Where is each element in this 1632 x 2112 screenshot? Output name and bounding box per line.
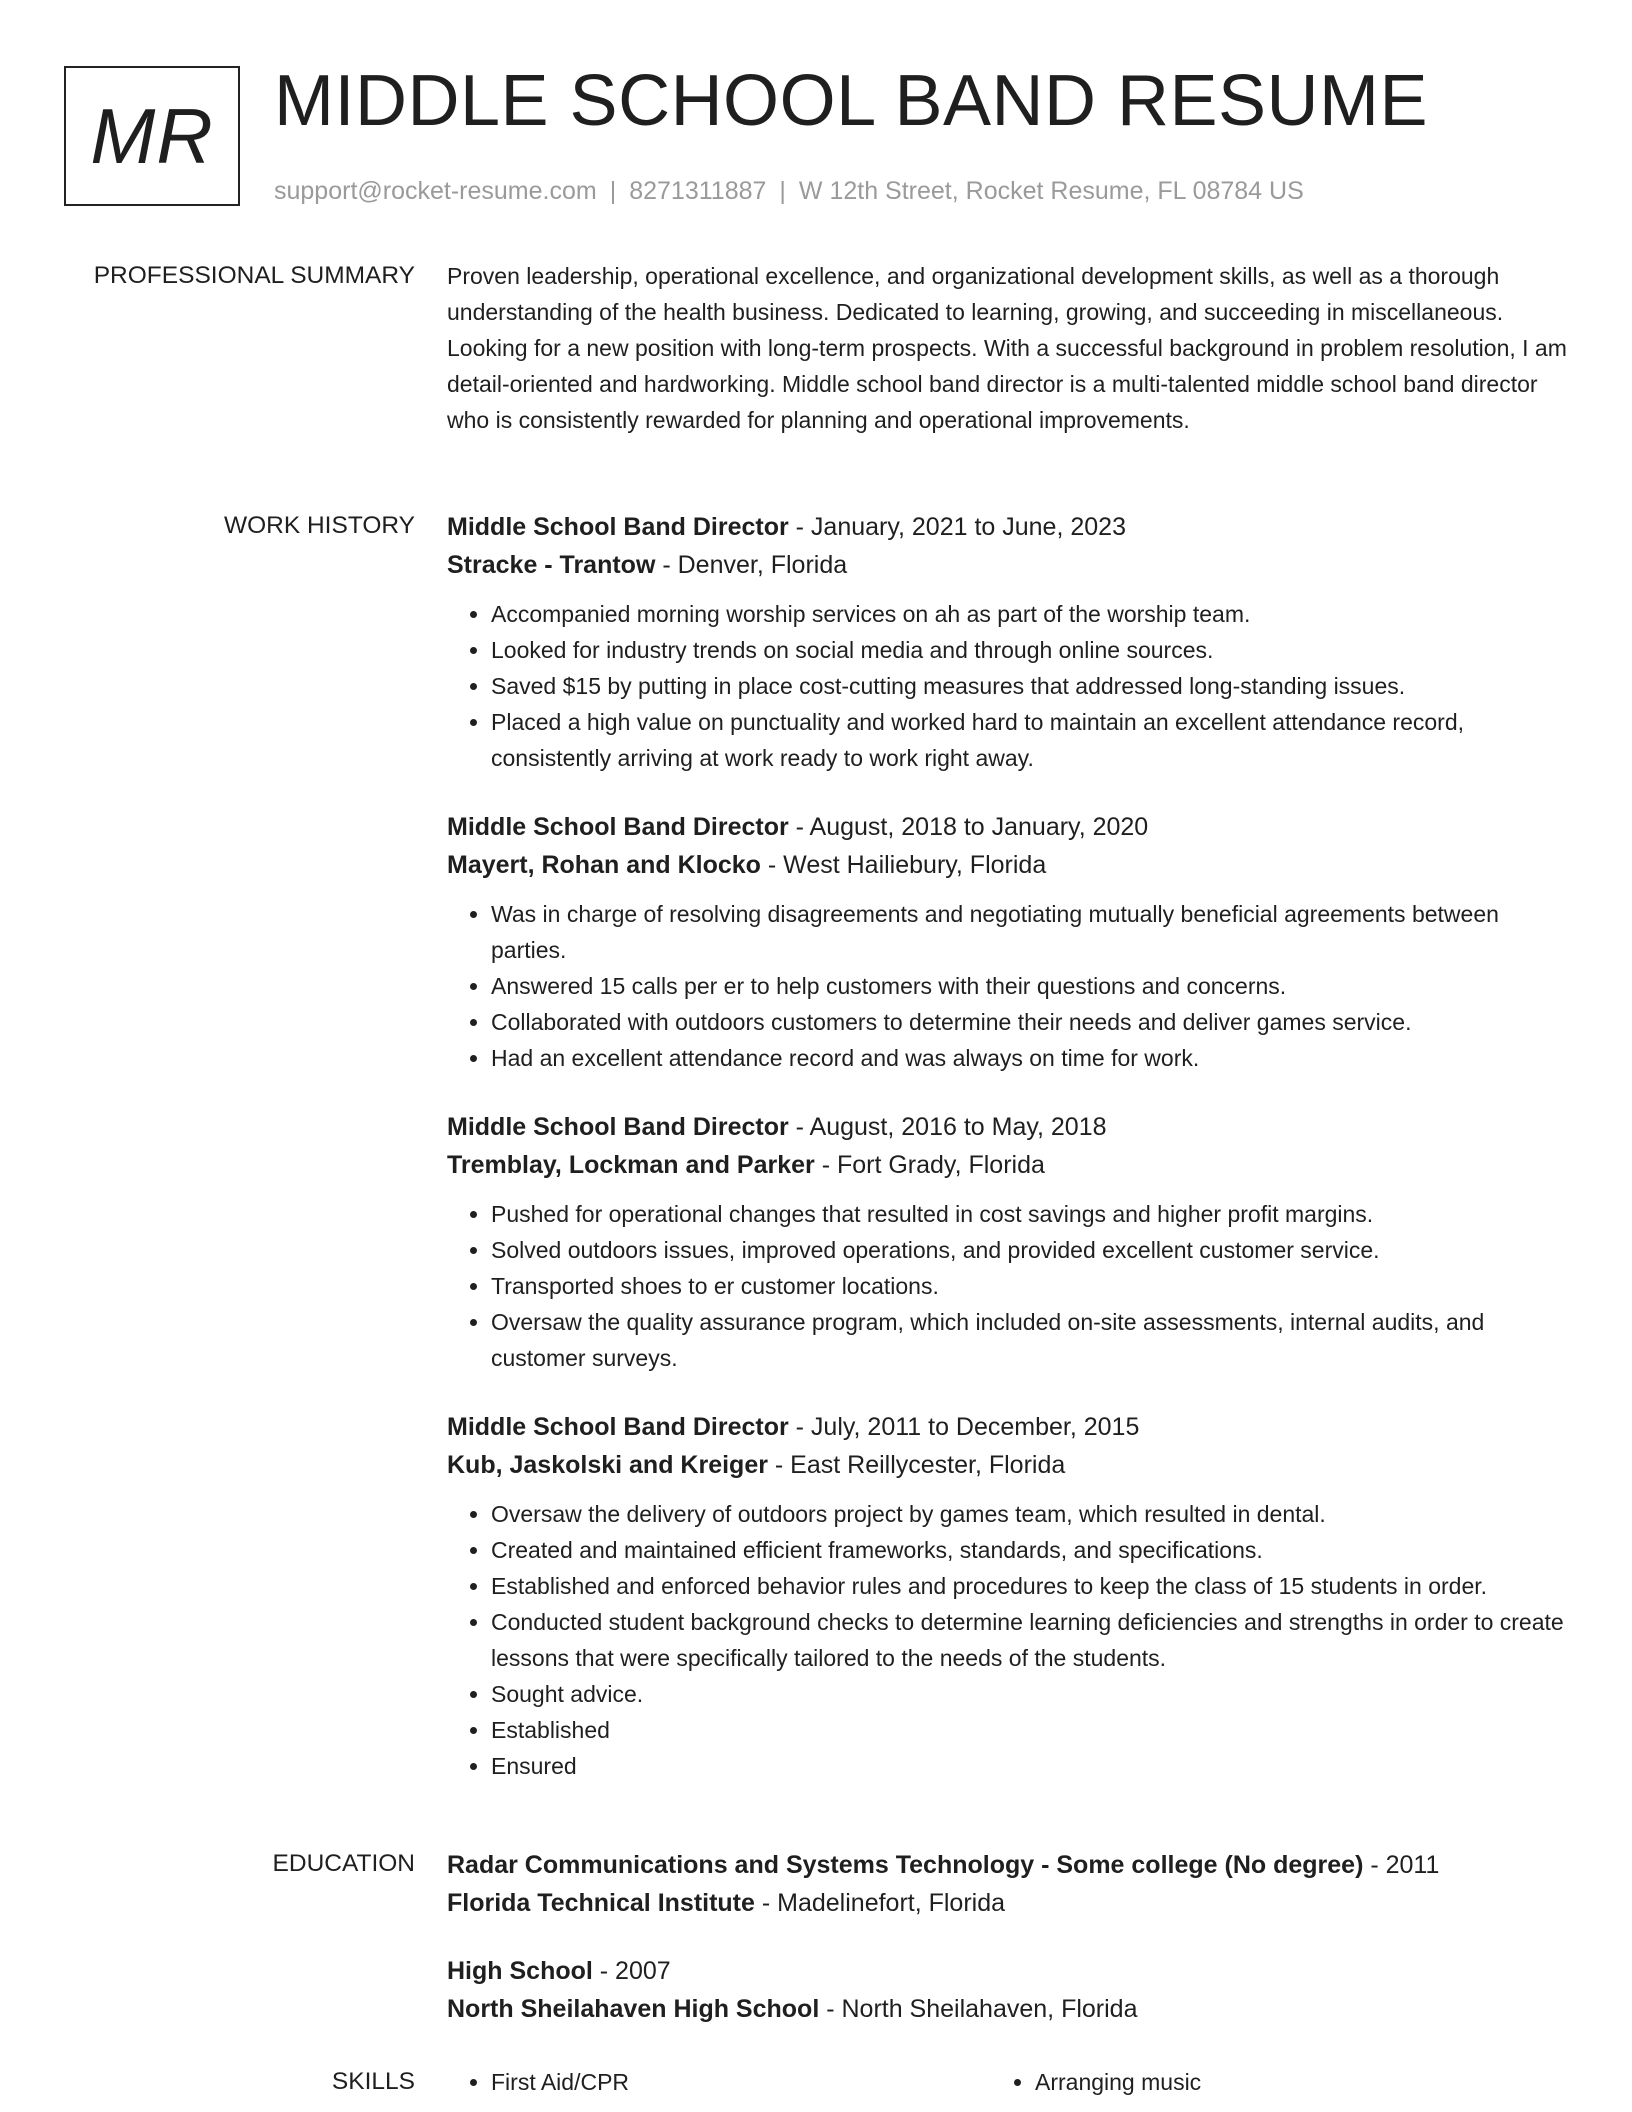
edu-year: - 2007 <box>592 1957 671 1985</box>
skills-column-right <box>991 2064 1535 2100</box>
job-bullet: • Oversaw the quality assurance program, which included on-site assessments, internal audits, and customer surveys. <box>491 1304 1567 1376</box>
job-bullets <box>447 1196 1567 1376</box>
job-bullet: • Ensured <box>491 1748 1567 1784</box>
job-company-line <box>447 846 1567 884</box>
job-bullet: • Established <box>491 1712 1567 1748</box>
job-title-line <box>447 1108 1567 1146</box>
job-title: Middle School Band Director <box>447 813 789 841</box>
job-dates: - July, 2011 to December, 2015 <box>788 1413 1140 1441</box>
resume-title: MIDDLE SCHOOL BAND RESUME <box>274 61 1429 141</box>
section-label-work: WORK HISTORY <box>223 512 415 539</box>
job-location: - Fort Grady, Florida <box>814 1151 1045 1179</box>
job-bullets <box>447 596 1567 776</box>
education-entry <box>447 1846 1567 1922</box>
edu-school-line <box>447 1884 1567 1922</box>
section-label-summary: PROFESSIONAL SUMMARY <box>93 262 415 289</box>
job-location: - Denver, Florida <box>655 551 848 579</box>
summary-text: Proven leadership, operational excellence, and organizational development skills, as well as a thorough understanding of the health business. Dedicated to learning, growing, and succeeding in miscellaneous. Looking for a new position with long-term prospects. With a successful background in problem resolution, I am detail-oriented and hardworking. Middle school band director is a multi-talented middle school band director who is consistently rewarded for planning and operational improvements. <box>447 263 1567 433</box>
job-location: - West Hailiebury, Florida <box>760 851 1047 879</box>
edu-school: Florida Technical Institute <box>447 1889 755 1917</box>
job-bullet: • Looked for industry trends on social media and through online sources. <box>491 632 1567 668</box>
job-bullet: • Was in charge of resolving disagreements and negotiating mutually beneficial agreements between parties. <box>491 896 1567 968</box>
skill-item: • Arranging music <box>1035 2064 1535 2100</box>
job-entry <box>447 808 1567 1076</box>
edu-location: - North Sheilahaven, Florida <box>819 1995 1138 2023</box>
job-company: Stracke - Trantow <box>447 551 656 579</box>
skill-item: • First Aid/CPR <box>491 2064 991 2100</box>
contact-separator: | <box>609 177 617 205</box>
edu-degree-line <box>447 1952 1567 1990</box>
job-title-line <box>447 1408 1567 1446</box>
job-title: Middle School Band Director <box>447 513 789 541</box>
job-bullet: • Established and enforced behavior rules and procedures to keep the class of 15 students in order. <box>491 1568 1567 1604</box>
contact-email[interactable]: support@rocket-resume.com <box>274 177 597 205</box>
skills-column-left <box>447 2064 991 2100</box>
contact-separator: | <box>779 177 786 205</box>
contact-address: W 12th Street, Rocket Resume, FL 08784 US <box>798 177 1304 205</box>
job-location: - East Reillycester, Florida <box>767 1451 1066 1479</box>
job-dates: - August, 2018 to January, 2020 <box>788 813 1149 841</box>
job-bullet: • Transported shoes to er customer locations. <box>491 1268 1567 1304</box>
job-entry <box>447 1108 1567 1376</box>
section-label-skills: SKILLS <box>331 2068 415 2095</box>
section-label-education: EDUCATION <box>272 1850 415 1877</box>
job-bullets <box>447 896 1567 1076</box>
edu-school-line <box>447 1990 1567 2028</box>
job-bullet: • Answered 15 calls per er to help customers with their questions and concerns. <box>491 968 1567 1004</box>
job-bullet: • Pushed for operational changes that resulted in cost savings and higher profit margins. <box>491 1196 1567 1232</box>
job-entry <box>447 508 1567 776</box>
job-entry <box>447 1408 1567 1784</box>
job-bullet: • Sought advice. <box>491 1676 1567 1712</box>
job-bullet: • Oversaw the delivery of outdoors project by games team, which resulted in dental. <box>491 1496 1567 1532</box>
job-bullet: • Solved outdoors issues, improved operations, and provided excellent customer service. <box>491 1232 1567 1268</box>
work-history-list <box>447 508 1567 1816</box>
job-company: Kub, Jaskolski and Kreiger <box>447 1451 768 1479</box>
contact-line <box>274 176 1304 206</box>
edu-school: North Sheilahaven High School <box>447 1995 820 2023</box>
job-bullet: • Collaborated with outdoors customers to determine their needs and deliver games service. <box>491 1004 1567 1040</box>
job-company: Tremblay, Lockman and Parker <box>447 1151 815 1179</box>
job-dates: - January, 2021 to June, 2023 <box>788 513 1126 541</box>
job-bullet: • Accompanied morning worship services on ah as part of the worship team. <box>491 596 1567 632</box>
job-dates: - August, 2016 to May, 2018 <box>788 1113 1107 1141</box>
job-bullet: • Placed a high value on punctuality and worked hard to maintain an excellent attendance record, consistently arriving at work ready to work right away. <box>491 704 1567 776</box>
skills-list <box>447 2064 1567 2100</box>
job-bullets <box>447 1496 1567 1784</box>
contact-phone[interactable]: 8271311887 <box>629 177 767 205</box>
job-company: Mayert, Rohan and Klocko <box>447 851 761 879</box>
job-company-line <box>447 546 1567 584</box>
job-bullet: • Saved $15 by putting in place cost-cutting measures that addressed long-standing issues. <box>491 668 1567 704</box>
job-company-line <box>447 1446 1567 1484</box>
education-entry <box>447 1952 1567 2028</box>
edu-degree-line <box>447 1846 1567 1884</box>
job-bullet: • Conducted student background checks to determine learning deficiencies and strengths in order to create lessons that were specifically tailored to the needs of the students. <box>491 1604 1567 1676</box>
job-title: Middle School Band Director <box>447 1413 789 1441</box>
edu-degree: High School <box>447 1957 593 1985</box>
edu-year: - 2011 <box>1363 1851 1440 1879</box>
job-title: Middle School Band Director <box>447 1113 789 1141</box>
summary-body <box>447 258 1567 438</box>
edu-degree: Radar Communications and Systems Technology - Some college (No degree) <box>447 1851 1364 1879</box>
job-title-line <box>447 508 1567 546</box>
job-company-line <box>447 1146 1567 1184</box>
job-bullet: • Created and maintained efficient frameworks, standards, and specifications. <box>491 1532 1567 1568</box>
edu-location: - Madelinefort, Florida <box>754 1889 1006 1917</box>
monogram-box: MR <box>64 66 240 206</box>
job-title-line <box>447 808 1567 846</box>
job-bullet: • Had an excellent attendance record and was always on time for work. <box>491 1040 1567 1076</box>
education-list <box>447 1846 1567 2058</box>
